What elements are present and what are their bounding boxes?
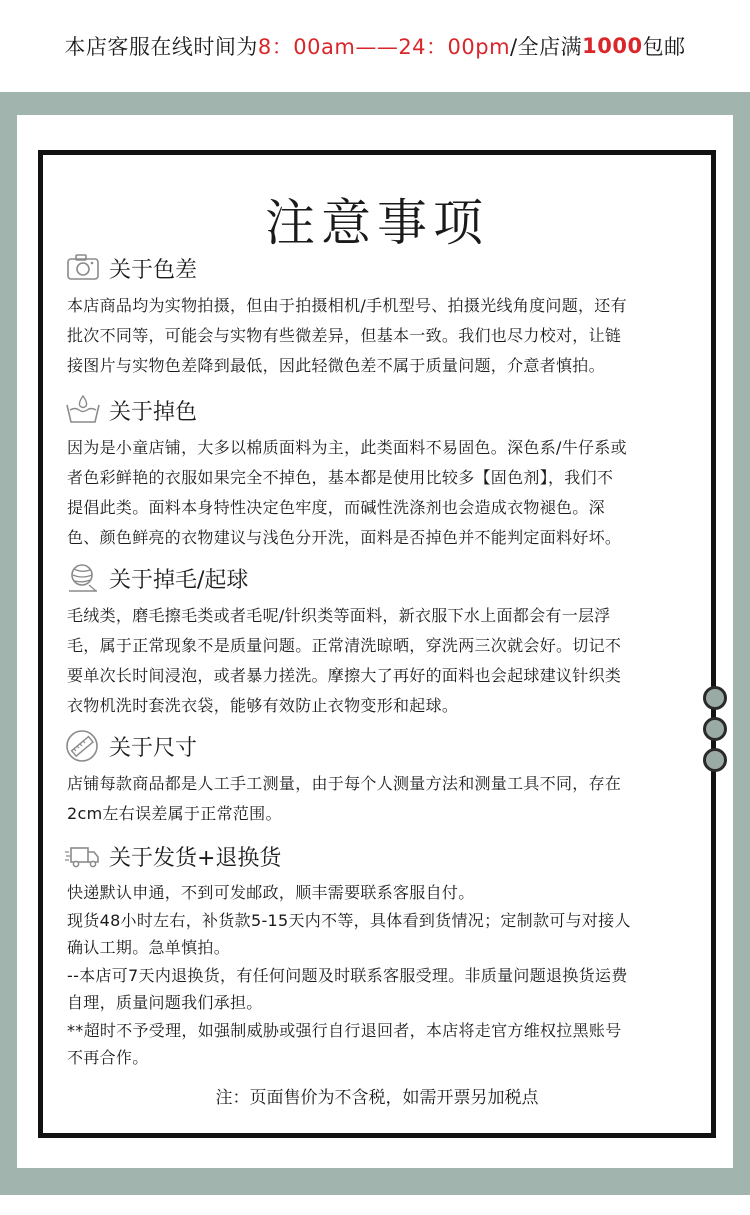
ruler-icon <box>65 729 101 763</box>
camera-icon <box>65 251 101 285</box>
section-shipping-header <box>65 839 281 873</box>
body-line: 衣物机洗时套洗衣袋，能够有效防止衣物变形和起球。 <box>67 696 459 715</box>
body-line: 色、颜色鲜亮的衣物建议与浅色分开洗，面料是否掉色并不能判定面料好坏。 <box>67 528 622 547</box>
banner-suffix-a: /全店满 <box>510 35 583 59</box>
section-heading: 关于掉毛/起球 <box>109 567 249 593</box>
banner-amount: 1000 <box>582 34 643 58</box>
binder-ring <box>703 717 727 741</box>
section-heading: 关于色差 <box>109 257 198 283</box>
service-hours-banner <box>0 0 750 92</box>
section-shipping-body <box>67 879 707 1072</box>
body-line: **超时不予受理，如强制威胁或强行自行退回者，本店将走官方维权拉黑账号 <box>67 1020 622 1040</box>
notice-frame <box>0 92 750 1195</box>
section-fading-header <box>65 393 197 427</box>
body-line: 店铺每款商品都是人工手工测量，由于每个人测量方法和测量工具不同，存在 <box>67 774 622 793</box>
binder-ring <box>703 686 727 710</box>
banner-suffix-b: 包邮 <box>642 35 686 59</box>
section-pilling-header <box>65 561 248 595</box>
body-line: 批次不同等，可能会与实物有些微差异，但基本一致。我们也尽力校对，让链 <box>67 326 622 345</box>
body-line: 自理，质量问题我们承担。 <box>67 993 263 1012</box>
body-line: 本店商品均为实物拍摄，但由于拍摄相机/手机型号、拍摄光线角度问题，还有 <box>67 296 627 315</box>
body-line: 要单次长时间浸泡，或者暴力搓洗。摩擦大了再好的面料也会起球建议针织类 <box>67 666 622 685</box>
body-line: 确认工期。急单慎拍。 <box>67 938 231 957</box>
section-color-difference-header <box>65 251 197 285</box>
body-line: 2cm左右误差属于正常范围。 <box>67 804 282 823</box>
body-line: 毛绒类，磨毛擦毛类或者毛呢/针织类等面料，新衣服下水上面都会有一层浮 <box>67 606 611 625</box>
body-line: 毛，属于正常现象不是质量问题。正常清洗晾晒，穿洗两三次就会好。切记不 <box>67 636 622 655</box>
banner-prefix: 本店客服在线时间为 <box>64 35 258 59</box>
body-line: 快递默认申通，不到可发邮政，顺丰需要联系客服自付。 <box>67 883 475 902</box>
delivery-truck-icon <box>65 839 101 873</box>
section-heading: 关于掉色 <box>109 399 198 425</box>
notice-card <box>17 115 733 1168</box>
section-color-difference-body <box>67 291 707 381</box>
body-line: 现货48小时左右，补货款5-15天内不等，具体看到货情况；定制款可与对接人 <box>67 910 631 930</box>
tax-note: 注：页面售价为不含税，如需开票另加税点 <box>215 1088 539 1108</box>
binder-ring <box>703 748 727 772</box>
section-heading: 关于发货+退换货 <box>109 845 282 871</box>
section-heading: 关于尺寸 <box>109 735 198 761</box>
section-fading-body <box>67 433 707 553</box>
section-size-header <box>65 729 197 763</box>
banner-hours: 8：00am——24：00pm <box>257 35 511 59</box>
body-line: 者色彩鲜艳的衣服如果完全不掉色，基本都是使用比较多【固色剂】，我们不 <box>67 468 614 487</box>
section-pilling-body <box>67 601 707 721</box>
section-size-body <box>67 769 707 829</box>
body-line: 不再合作。 <box>67 1048 149 1067</box>
wash-basin-icon <box>65 393 101 427</box>
body-line: --本店可7天内退换货，有任何问题及时联系客服受理。非质量问题退换货运费 <box>67 965 628 985</box>
body-line: 提倡此类。面料本身特性决定色牢度，而碱性洗涤剂也会造成衣物褪色。深 <box>67 498 605 517</box>
page-title: 注意事项 <box>265 194 489 252</box>
yarn-ball-icon <box>65 561 101 595</box>
body-line: 因为是小童店铺，大多以棉质面料为主，此类面料不易固色。深色系/牛仔系或 <box>67 438 627 457</box>
notice-box <box>38 150 716 1138</box>
body-line: 接图片与实物色差降到最低，因此轻微色差不属于质量问题，介意者慎拍。 <box>67 356 605 375</box>
